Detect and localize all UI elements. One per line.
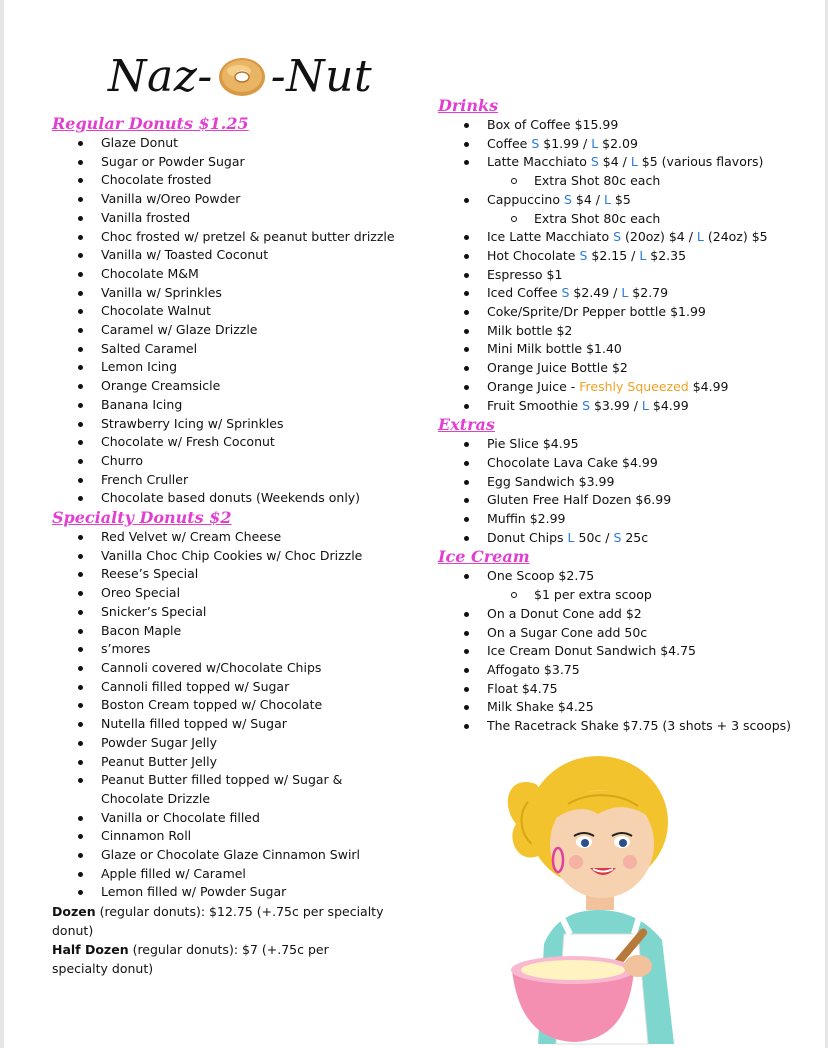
menu-item: [52, 134, 422, 153]
item-text: Salted Caramel: [101, 340, 198, 356]
menu-item: [52, 265, 422, 284]
menu-item: [438, 435, 823, 454]
drinks-list: [438, 116, 823, 415]
menu-item: [52, 471, 422, 490]
menu-item: [438, 698, 823, 717]
item-text: The Racetrack Shake $7.75 (3 shots + 3 scoops): [487, 718, 792, 734]
sub-item: [438, 586, 823, 605]
item-name: Coffee: [487, 135, 532, 151]
item-text: Vanilla w/ Toasted Coconut: [101, 247, 269, 263]
menu-item: [52, 865, 422, 884]
item-text: Vanilla or Chocolate filled: [101, 809, 260, 825]
sub-item: [438, 172, 823, 191]
menu-item: [438, 624, 823, 643]
dozen-note: [52, 903, 387, 940]
item-text: Chocolate Lava Cake $4.99: [487, 454, 658, 470]
size-small: S: [563, 191, 572, 207]
item-text: Extra Shot 80c each: [534, 210, 661, 226]
item-text: Milk bottle $2: [487, 322, 573, 338]
title-right: -Nut: [270, 50, 373, 102]
left-column: [52, 114, 422, 978]
size-large: L: [621, 285, 629, 301]
menu-item: [52, 678, 422, 697]
item-text: Cannoli covered w/Chocolate Chips: [101, 659, 322, 675]
menu-item: [438, 378, 823, 397]
menu-item: [52, 228, 422, 247]
menu-item: [438, 340, 823, 359]
menu-item: [438, 284, 823, 303]
size-large: L: [603, 191, 611, 207]
menu-item: [438, 642, 823, 661]
item-text: Cannoli filled topped w/ Sugar: [101, 678, 290, 694]
size-large: L: [696, 229, 704, 245]
item-text: One Scoop $2.75: [487, 568, 595, 584]
item-name: Cappuccino: [487, 191, 564, 207]
price-large: $2.35: [646, 247, 687, 263]
menu-item: [52, 489, 422, 508]
menu-item: [52, 358, 422, 377]
menu-item: [52, 809, 422, 828]
item-text: Vanilla w/Oreo Powder: [101, 191, 241, 207]
sub-item: [438, 210, 823, 229]
menu-item: [52, 715, 422, 734]
item-text: Chocolate M&M: [101, 265, 199, 281]
item-text: Chocolate Walnut: [101, 303, 211, 319]
item-name: Donut Chips: [487, 529, 568, 545]
menu-item: [438, 491, 823, 510]
item-text: Choc frosted w/ pretzel & peanut butter drizzle: [101, 228, 395, 244]
menu-item: [52, 640, 422, 659]
item-text: Mini Milk bottle $1.40: [487, 341, 622, 357]
item-text: Vanilla w/ Sprinkles: [101, 284, 222, 300]
price-large: $4.99: [648, 397, 689, 413]
price-large: 50c /: [574, 529, 614, 545]
size-large: L: [641, 397, 649, 413]
price-small: $1.99 /: [539, 135, 592, 151]
menu-item: [52, 171, 422, 190]
price-large: $2.79: [628, 285, 669, 301]
menu-item: [52, 846, 422, 865]
item-name: Latte Macchiato: [487, 154, 591, 170]
item-text: $1 per extra scoop: [534, 587, 652, 603]
price-small: $2.49 /: [569, 285, 622, 301]
title-left: Naz-: [108, 50, 213, 102]
item-text: Lemon filled w/ Powder Sugar: [101, 884, 287, 900]
size-small: S: [579, 247, 588, 263]
size-small: S: [613, 529, 622, 545]
menu-item: [52, 340, 422, 359]
item-price: $4.99: [688, 378, 729, 394]
item-text: Snicker’s Special: [101, 603, 207, 619]
half-dozen-note: [52, 941, 387, 978]
menu-item: [52, 734, 422, 753]
size-small: S: [531, 135, 540, 151]
item-text-line2: Chocolate Drizzle: [101, 790, 211, 806]
price-small: $2.15 /: [587, 247, 640, 263]
item-text: Egg Sandwich $3.99: [487, 473, 615, 489]
size-small: S: [582, 397, 590, 413]
item-text: Glaze or Chocolate Glaze Cinnamon Swirl: [101, 847, 361, 863]
item-text: Red Velvet w/ Cream Cheese: [101, 529, 282, 545]
dozen-label: Dozen: [52, 904, 96, 920]
specialty-donuts-list: [52, 528, 422, 902]
price-small: $3.99 /: [590, 397, 642, 413]
menu-item: [438, 454, 823, 473]
item-text: Chocolate w/ Fresh Coconut: [101, 434, 275, 450]
item-text: Extra Shot 80c each: [534, 173, 661, 189]
price-large: (24oz) $5: [703, 229, 768, 245]
item-text: On a Sugar Cone add 50c: [487, 624, 648, 640]
menu-item: [438, 247, 823, 266]
menu-item: [438, 359, 823, 378]
menu-item: [52, 622, 422, 641]
item-text: French Cruller: [101, 471, 189, 487]
item-text: Strawberry Icing w/ Sprinkles: [101, 415, 284, 431]
item-text: Affogato $3.75: [487, 661, 580, 677]
price-small: (20oz) $4 /: [621, 229, 697, 245]
item-name: Hot Chocolate: [487, 247, 580, 263]
menu-item: [52, 284, 422, 303]
size-small: S: [613, 229, 622, 245]
menu-item: [438, 135, 823, 154]
menu-item: [438, 397, 823, 416]
menu-item: [52, 659, 422, 678]
item-text-line1: Peanut Butter filled topped w/ Sugar &: [101, 772, 343, 788]
menu-item: [52, 547, 422, 566]
menu-item: [52, 433, 422, 452]
half-dozen-label: Half Dozen: [52, 942, 129, 958]
menu-item: [438, 567, 823, 586]
menu-item: [438, 473, 823, 492]
regular-donuts-heading: Regular Donuts $1.25: [52, 114, 249, 133]
menu-item: [52, 883, 422, 902]
ice-cream-heading: Ice Cream: [438, 547, 530, 567]
item-text: Peanut Butter Jelly: [101, 753, 217, 769]
menu-item: [438, 605, 823, 624]
menu-item: [52, 452, 422, 471]
menu-item: [438, 510, 823, 529]
item-text: Muffin $2.99: [487, 511, 566, 527]
size-large: L: [639, 247, 647, 263]
half-dozen-text: (regular donuts): $7 (+.75c per specialty donut): [52, 942, 329, 976]
item-text: Glaze Donut: [101, 135, 179, 150]
item-text: Ice Cream Donut Sandwich $4.75: [487, 643, 697, 659]
item-text: Chocolate based donuts (Weekends only): [101, 490, 361, 506]
baker-girl-illustration: [498, 744, 708, 1046]
menu-item: [52, 827, 422, 846]
menu-item: [438, 191, 823, 210]
dozen-text: (regular donuts): $12.75 (+.75c per specialty donut): [52, 904, 384, 938]
menu-item: [52, 190, 422, 209]
menu-item: [52, 415, 422, 434]
item-text: Powder Sugar Jelly: [101, 734, 217, 750]
specialty-donuts-heading: Specialty Donuts $2: [52, 508, 232, 528]
donut-icon: [217, 54, 267, 98]
menu-item: [438, 680, 823, 699]
item-text: Churro: [101, 452, 144, 468]
item-text: Banana Icing: [101, 396, 183, 412]
size-large: L: [591, 135, 599, 151]
item-text: Boston Cream topped w/ Chocolate: [101, 697, 323, 713]
price-small: $4 /: [571, 191, 604, 207]
item-text: Milk Shake $4.25: [487, 699, 594, 715]
menu-item: [52, 696, 422, 715]
menu-item: [52, 377, 422, 396]
menu-item: [52, 153, 422, 172]
menu-item: [438, 322, 823, 341]
item-text: Vanilla Choc Chip Cookies w/ Choc Drizzle: [101, 547, 363, 563]
item-text: Lemon Icing: [101, 359, 178, 375]
item-text: Gluten Free Half Dozen $6.99: [487, 492, 672, 508]
item-text: Bacon Maple: [101, 622, 182, 638]
item-name: Fruit Smoothie: [487, 397, 583, 413]
item-text: Caramel w/ Glaze Drizzle: [101, 322, 258, 338]
drinks-heading: Drinks: [438, 96, 499, 115]
item-text: Coke/Sprite/Dr Pepper bottle $1.99: [487, 304, 706, 320]
price-large: $2.09: [598, 135, 638, 151]
menu-item: [52, 753, 422, 772]
item-name: Ice Latte Macchiato: [487, 229, 614, 245]
menu-item: [52, 321, 422, 340]
menu-item: [52, 565, 422, 584]
menu-item: [438, 228, 823, 247]
item-name: Orange Juice -: [487, 378, 580, 394]
menu-item: [438, 153, 823, 172]
menu-item: [52, 603, 422, 622]
item-text: Orange Creamsicle: [101, 378, 221, 394]
item-text: s’mores: [101, 641, 151, 657]
item-text: Espresso $1: [487, 266, 563, 282]
price-large: $5 (various flavors): [637, 154, 764, 170]
menu-item: [52, 302, 422, 321]
menu-item: [438, 529, 823, 548]
item-name: Iced Coffee: [487, 285, 562, 301]
item-text: Oreo Special: [101, 585, 181, 601]
menu-item: [52, 584, 422, 603]
menu-item: [438, 266, 823, 285]
regular-donuts-list: [52, 134, 422, 508]
item-text: Orange Juice Bottle $2: [487, 360, 628, 376]
menu-item: [52, 396, 422, 415]
menu-item: [52, 771, 422, 808]
item-text: Cinnamon Roll: [101, 828, 192, 844]
fresh-highlight: Freshly Squeezed: [579, 378, 689, 394]
ice-cream-list: [438, 567, 823, 735]
page-edge-left: [0, 0, 4, 1048]
right-column: [438, 96, 823, 736]
extras-heading: Extras: [438, 415, 495, 435]
menu-item: [438, 661, 823, 680]
price-small: 25c: [621, 529, 649, 545]
menu-item: [438, 303, 823, 322]
item-text: Nutella filled topped w/ Sugar: [101, 716, 287, 732]
price-large: $5: [610, 191, 631, 207]
menu-item: [52, 246, 422, 265]
item-text: Pie Slice $4.95: [487, 436, 579, 452]
item-text: Float $4.75: [487, 680, 558, 696]
item-text: Vanilla frosted: [101, 209, 191, 225]
price-small: $4 /: [598, 154, 631, 170]
brand-title: [108, 46, 372, 106]
item-text: On a Donut Cone add $2: [487, 605, 642, 621]
size-large: L: [567, 529, 575, 545]
menu-item: [438, 717, 823, 736]
item-text: Apple filled w/ Caramel: [101, 865, 246, 881]
size-small: S: [561, 285, 570, 301]
extras-list: [438, 435, 823, 547]
menu-item: [52, 528, 422, 547]
size-small: S: [590, 154, 599, 170]
item-text: Box of Coffee $15.99: [487, 117, 619, 132]
item-text: Chocolate frosted: [101, 172, 212, 188]
item-text: Reese’s Special: [101, 566, 199, 582]
menu-item: [438, 116, 823, 135]
item-text: Sugar or Powder Sugar: [101, 153, 245, 169]
menu-item: [52, 209, 422, 228]
size-large: L: [630, 154, 638, 170]
